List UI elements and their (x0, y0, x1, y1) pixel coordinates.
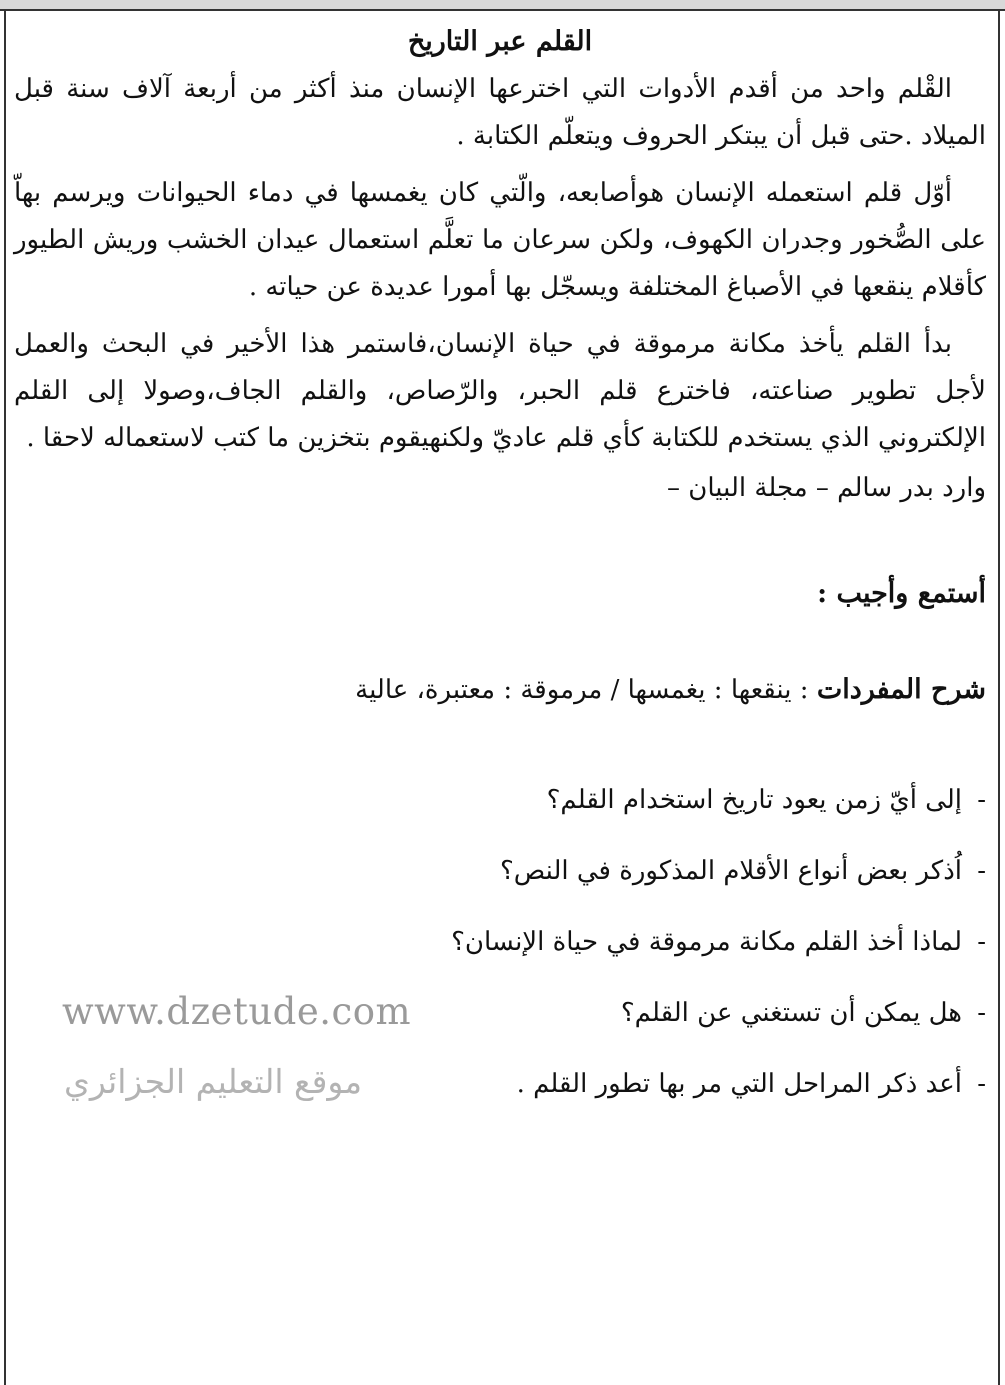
watermark-url: www.dzetude.com (62, 990, 412, 1033)
spacer (14, 510, 986, 572)
question-text: أعد ذكر المراحل التي مر بها تطور القلم . (516, 1069, 962, 1099)
question-dash: - (977, 856, 986, 886)
question-text: لماذا أخذ القلم مكانة مرموقة في حياة الإنسان؟ (451, 927, 962, 957)
worksheet-content (14, 20, 986, 1131)
vocabulary-label: شرح المفردات (816, 674, 986, 705)
question-item (14, 847, 986, 918)
article-paragraph-1: القْلم واحد من أقدم الأدوات التي اخترعها الإنسان منذ أكثر من أربعة آلاف سنة قبل الميلاد .حتى قبل أن يبتكر الحروف ويتعلّم الكتابة . (14, 74, 986, 151)
article-title: القلم عبر التاريخ (407, 26, 593, 57)
question-item (14, 918, 986, 989)
question-item (14, 776, 986, 847)
question-text: إلى أيّ زمن يعود تاريخ استخدام القلم؟ (546, 785, 962, 815)
question-dash: - (977, 785, 986, 815)
listen-answer-heading: أستمع وأجيب : (817, 578, 986, 609)
watermark-arabic: موقع التعليم الجزائري (64, 1062, 363, 1101)
article-paragraph-3: بدأ القلم يأخذ مكانة مرموقة في حياة الإنسان،فاستمر هذا الأخير في البحث والعمل لأجل تطوير صناعته، فاخترع قلم الحبر، والرّصاص، والقلم الجاف،وصولا إلى القلم الإلكتروني الذي يستخدم للكتابة كأي قلم عاديّ ولكنهيقوم بتخزين ما كتب لاستعماله لاحقا . (14, 329, 987, 453)
spacer (14, 712, 986, 776)
question-text: هل يمكن أن تستغني عن القلم؟ (620, 998, 962, 1028)
question-dash: - (977, 1069, 986, 1099)
article-paragraph-2: أوّل قلم استعمله الإنسان هوأصابعه، والّتي كان يغمسها في دماء الحيوانات ويرسم بهاّ على الصُّخور وجدران الكهوف، ولكن سرعان ما تعلَّم استعمال عيدان الخشب وريش الطيور كأقلام ينقعها في الأصباغ المختلفة ويسجّل بها أمورا عديدة عن حياته . (14, 178, 986, 302)
article-source: وارد بدر سالم – مجلة البيان – (667, 473, 986, 503)
question-dash: - (977, 927, 986, 957)
vocabulary-text: : ينقعها : يغمسها / مرموقة : معتبرة، عالية (355, 675, 817, 705)
vocabulary-line (14, 668, 986, 712)
spacer (14, 616, 986, 668)
question-text: اُذكر بعض أنواع الأقلام المذكورة في النص؟ (499, 856, 962, 886)
question-dash: - (977, 998, 986, 1028)
